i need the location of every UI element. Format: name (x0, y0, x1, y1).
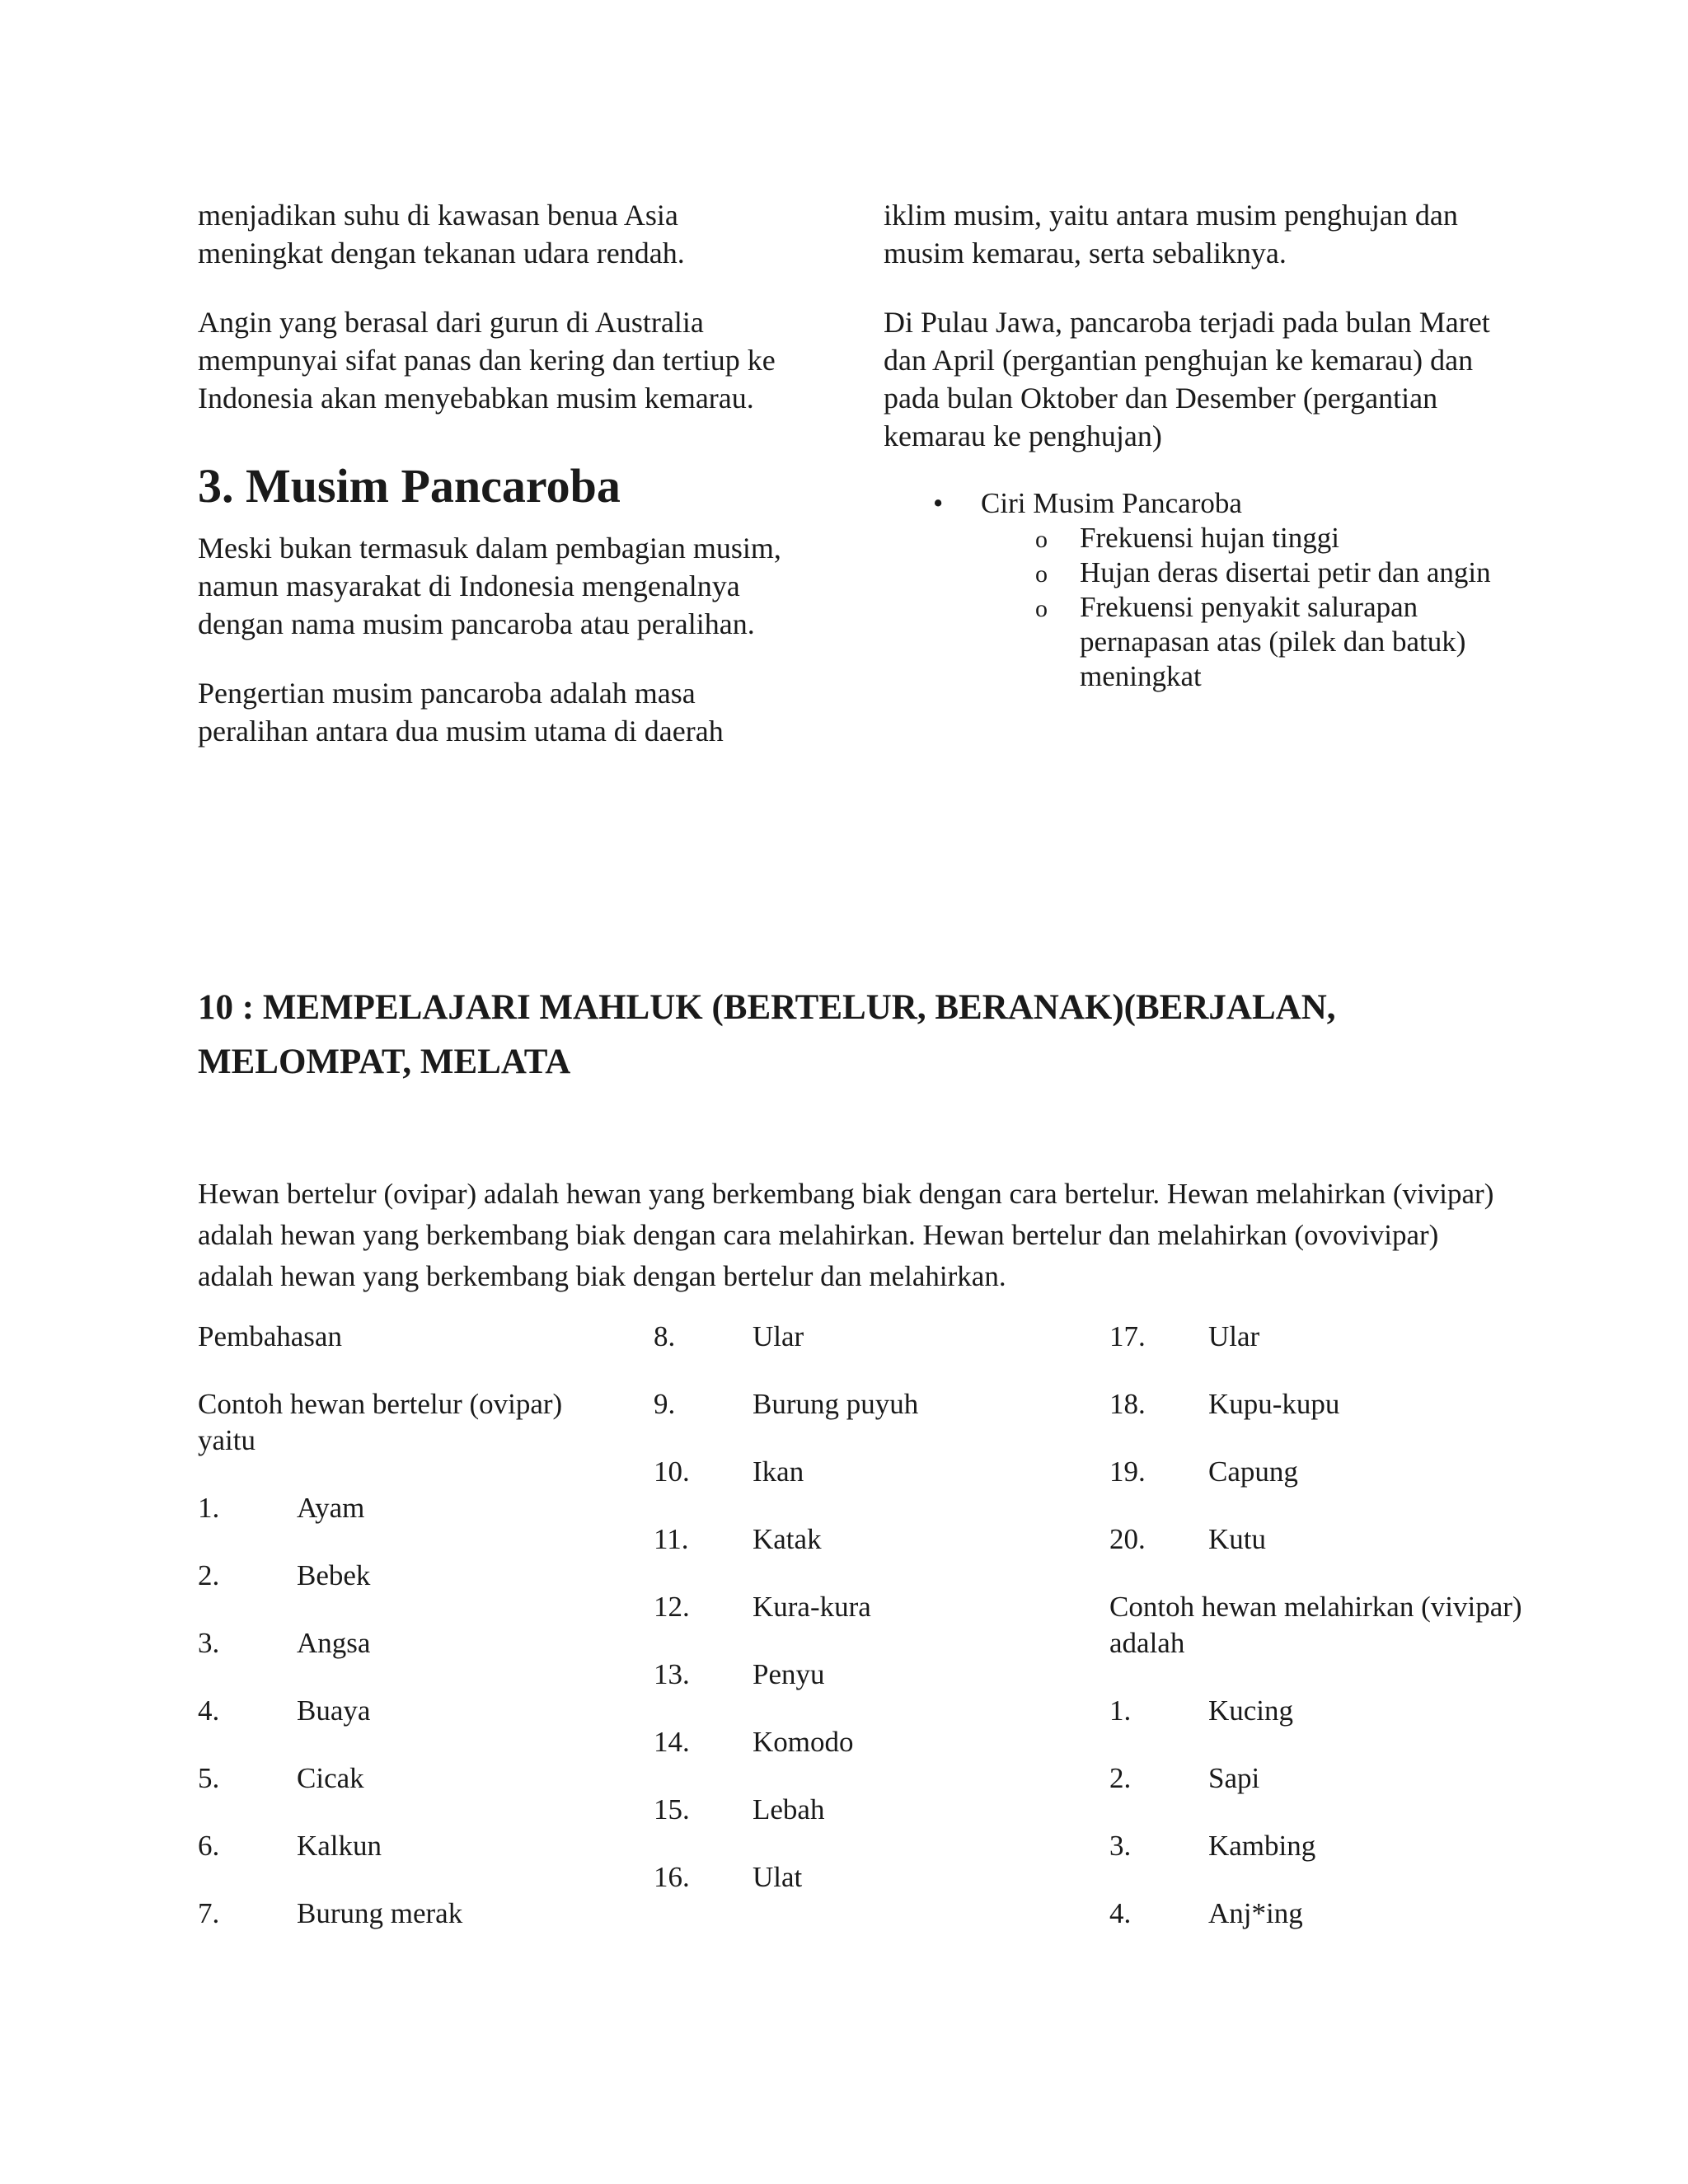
heading-musim-pancaroba: 3. Musim Pancaroba (198, 459, 621, 513)
sub-item (981, 555, 1493, 590)
paragraph-definition-continued: iklim musim, yaitu antara musim penghujan dan musim kemarau, serta sebaliknya. (884, 199, 1458, 269)
item-number: 4. (198, 1694, 220, 1727)
list-column-1 (198, 1319, 626, 1963)
item-label: Kalkun (297, 1830, 382, 1862)
list-item (198, 1760, 626, 1797)
item-number: 1. (198, 1492, 220, 1524)
list-item (1109, 1319, 1538, 1355)
bullet-dot-icon: • (933, 487, 944, 519)
list-item (654, 1319, 1082, 1355)
item-label: Penyu (753, 1658, 825, 1690)
list-item (654, 1859, 1082, 1896)
sub-item-text: Hujan deras disertai petir dan angin (1080, 556, 1491, 588)
item-label: Ular (1208, 1320, 1260, 1352)
item-label: Kura-kura (753, 1591, 871, 1623)
item-number: 14. (654, 1726, 690, 1758)
circle-bullet-icon: o (1035, 560, 1048, 588)
paragraph-asia-temperature: menjadikan suhu di kawasan benua Asia meningkat dengan tekanan udara rendah. (198, 199, 685, 269)
item-number: 12. (654, 1591, 690, 1623)
item-label: Lebah (753, 1793, 825, 1825)
list-item (654, 1589, 1082, 1625)
ovipar-heading: Contoh hewan bertelur (ovipar) yaitu (198, 1388, 563, 1456)
sub-item-text: Frekuensi penyakit salurapan pernapasan atas (pilek dan batuk) meningkat (1080, 591, 1466, 692)
item-number: 6. (198, 1830, 220, 1862)
item-number: 16. (654, 1861, 690, 1893)
right-text-column (884, 196, 1493, 694)
item-label: Capung (1208, 1455, 1298, 1488)
item-number: 1. (1109, 1694, 1132, 1727)
list-item (198, 1828, 626, 1864)
item-number: 9. (654, 1388, 676, 1420)
item-number: 15. (654, 1793, 690, 1825)
item-label: Kambing (1208, 1830, 1316, 1862)
item-label: Ikan (753, 1455, 804, 1488)
item-label: Buaya (297, 1694, 371, 1727)
sub-item (981, 521, 1493, 555)
list-item (654, 1657, 1082, 1693)
item-number: 3. (198, 1627, 220, 1659)
item-label: Cicak (297, 1762, 364, 1794)
item-number: 2. (1109, 1762, 1132, 1794)
item-label: Kutu (1208, 1523, 1266, 1555)
vivipar-heading: Contoh hewan melahirkan (vivipar) adalah (1109, 1591, 1522, 1659)
sub-item (981, 590, 1493, 694)
item-label: Angsa (297, 1627, 371, 1659)
paragraph-pancaroba-intro: Meski bukan termasuk dalam pembagian musim, namun masyarakat di Indonesia mengenalnya dengan nama musim pancaroba atau peralihan. (198, 532, 781, 640)
list-item (654, 1521, 1082, 1558)
pembahasan-label: Pembahasan (198, 1320, 342, 1352)
item-number: 3. (1109, 1830, 1132, 1862)
section-title: 10 : MEMPELAJARI MAHLUK (BERTELUR, BERANAK)(BERJALAN, MELOMPAT, MELATA (198, 988, 1336, 1081)
item-number: 7. (198, 1897, 220, 1929)
circle-bullet-icon: o (1035, 595, 1048, 622)
item-label: Sapi (1208, 1762, 1260, 1794)
list-item (654, 1724, 1082, 1760)
left-text-column (198, 196, 791, 781)
item-label: Ulat (753, 1861, 803, 1893)
paragraph-pancaroba-definition: Pengertian musim pancaroba adalah masa peralihan antara dua musim utama di daerah (198, 677, 724, 748)
item-label: Komodo (753, 1726, 854, 1758)
list-item (198, 1896, 626, 1932)
paragraph-pulau-jawa: Di Pulau Jawa, pancaroba terjadi pada bulan Maret dan April (pergantian penghujan ke kemarau) dan pada bulan Oktober dan Desember (pergantian kemarau ke penghujan) (884, 306, 1490, 452)
list-item (1109, 1896, 1538, 1932)
item-label: Anj*ing (1208, 1897, 1303, 1929)
item-number: 10. (654, 1455, 690, 1488)
item-number: 8. (654, 1320, 676, 1352)
list-item (198, 1558, 626, 1594)
sub-item-text: Frekuensi hujan tinggi (1080, 522, 1339, 554)
item-label: Kucing (1208, 1694, 1294, 1727)
list-item (1109, 1521, 1538, 1558)
item-label: Burung merak (297, 1897, 463, 1929)
ciri-bullet-list (884, 486, 1493, 694)
item-number: 18. (1109, 1388, 1146, 1420)
item-label: Burung puyuh (753, 1388, 919, 1420)
item-number: 11. (654, 1523, 689, 1555)
list-item (654, 1792, 1082, 1828)
list-item (1109, 1386, 1538, 1422)
item-label: Ular (753, 1320, 804, 1352)
item-number: 2. (198, 1559, 220, 1591)
item-label: Katak (753, 1523, 822, 1555)
list-item (654, 1386, 1082, 1422)
list-column-2 (654, 1319, 1082, 1927)
item-number: 13. (654, 1658, 690, 1690)
list-column-3 (1109, 1319, 1538, 1963)
item-number: 20. (1109, 1523, 1146, 1555)
item-number: 17. (1109, 1320, 1146, 1352)
list-item (1109, 1760, 1538, 1797)
circle-bullet-icon: o (1035, 526, 1048, 553)
list-item (198, 1625, 626, 1661)
item-number: 19. (1109, 1455, 1146, 1488)
list-item (1109, 1828, 1538, 1864)
bullet-ciri-musim-pancaroba (884, 486, 1493, 694)
paragraph-australia-wind: Angin yang berasal dari gurun di Australia mempunyai sifat panas dan kering dan tertiup ke Indonesia akan menyebabkan musim kemarau. (198, 306, 776, 415)
ciri-sub-list (981, 521, 1493, 694)
list-item (654, 1454, 1082, 1490)
item-number: 4. (1109, 1897, 1132, 1929)
list-item (198, 1490, 626, 1526)
list-item (198, 1693, 626, 1729)
item-number: 5. (198, 1762, 220, 1794)
bullet-label: Ciri Musim Pancaroba (981, 487, 1242, 519)
item-label: Kupu-kupu (1208, 1388, 1340, 1420)
list-item (1109, 1454, 1538, 1490)
item-label: Ayam (297, 1492, 365, 1524)
intro-paragraph: Hewan bertelur (ovipar) adalah hewan yang berkembang biak dengan cara bertelur. Hewan melahirkan (vivipar) adalah hewan yang berkembang biak dengan cara melahirkan. Hewan bertelur dan melahirkan (ovovivipar) adalah hewan yang berkembang biak dengan bertelur dan melahirkan. (198, 1178, 1494, 1292)
item-label: Bebek (297, 1559, 371, 1591)
list-item (1109, 1693, 1538, 1729)
